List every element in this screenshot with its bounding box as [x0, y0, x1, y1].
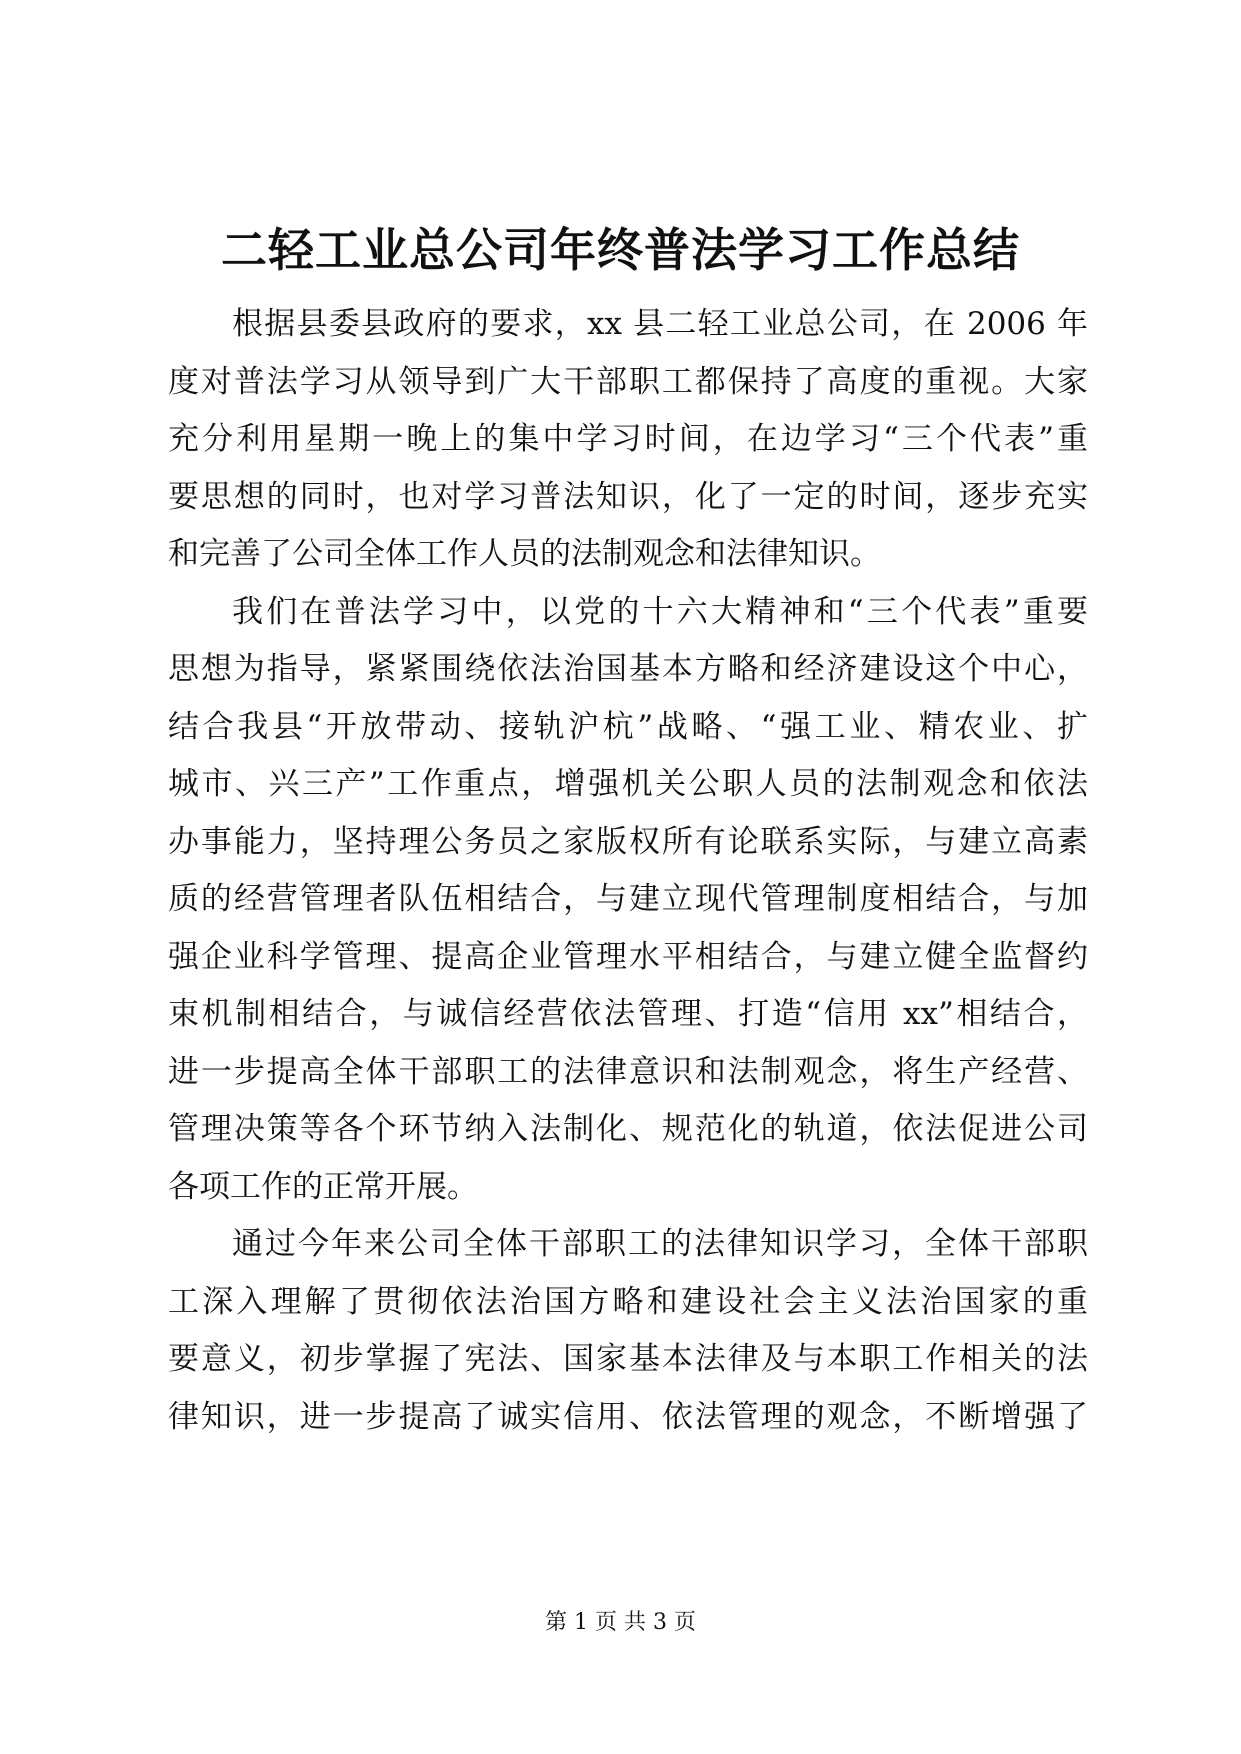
text-line: 要思想的同时，也对学习普法知识，化了一定的时间，逐步充实 [168, 478, 1088, 515]
text-line: 办事能力，坚持理公务员之家版权所有论联系实际，与建立高素 [168, 823, 1088, 860]
text-line: 和完善了公司全体工作人员的法制观念和法律知识。 [168, 536, 881, 572]
text-line: 度对普法学习从领导到广大干部职工都保持了高度的重视。大家 [168, 363, 1088, 400]
text-line: 要意义，初步掌握了宪法、国家基本法律及与本职工作相关的法 [168, 1341, 1088, 1377]
document-title: 二轻工业总公司年终普法学习工作总结 [221, 223, 1020, 277]
text-line: 我们在普法学习中，以党的十六大精神和“三个代表”重要 [232, 593, 1088, 630]
text-line: 进一步提高全体干部职工的法律意识和法制观念，将生产经营、 [168, 1053, 1088, 1090]
text-line: 管理决策等各个环节纳入法制化、规范化的轨道，依法促进公司 [168, 1111, 1088, 1147]
text-line: 工深入理解了贯彻依法治国方略和建设社会主义法治国家的重 [168, 1283, 1088, 1320]
text-line: 结合我县“开放带动、接轨沪杭”战略、“强工业、精农业、扩 [168, 708, 1088, 745]
page-footer: 第 1 页 共 3 页 [545, 1610, 696, 1635]
text-line: 束机制相结合，与诚信经营依法管理、打造“信用 xx”相结合， [168, 996, 1088, 1032]
text-line: 通过今年来公司全体干部职工的法律知识学习，全体干部职 [232, 1226, 1088, 1262]
text-line: 充分利用星期一晚上的集中学习时间，在边学习“三个代表”重 [168, 421, 1088, 457]
text-line: 律知识，进一步提高了诚实信用、依法管理的观念，不断增强了 [168, 1398, 1088, 1435]
document-body [168, 296, 1088, 1446]
text-line: 强企业科学管理、提高企业管理水平相结合，与建立健全监督约 [168, 938, 1088, 975]
text-line: 各项工作的正常开展。 [168, 1168, 478, 1205]
text-line: 根据县委县政府的要求，xx 县二轻工业总公司，在 2006 年 [232, 306, 1088, 342]
text-line: 思想为指导，紧紧围绕依法治国基本方略和经济建设这个中心， [168, 651, 1088, 687]
text-line: 城市、兴三产”工作重点，增强机关公职人员的法制观念和依法 [168, 766, 1088, 802]
text-line: 质的经营管理者队伍相结合，与建立现代管理制度相结合，与加 [168, 881, 1088, 917]
